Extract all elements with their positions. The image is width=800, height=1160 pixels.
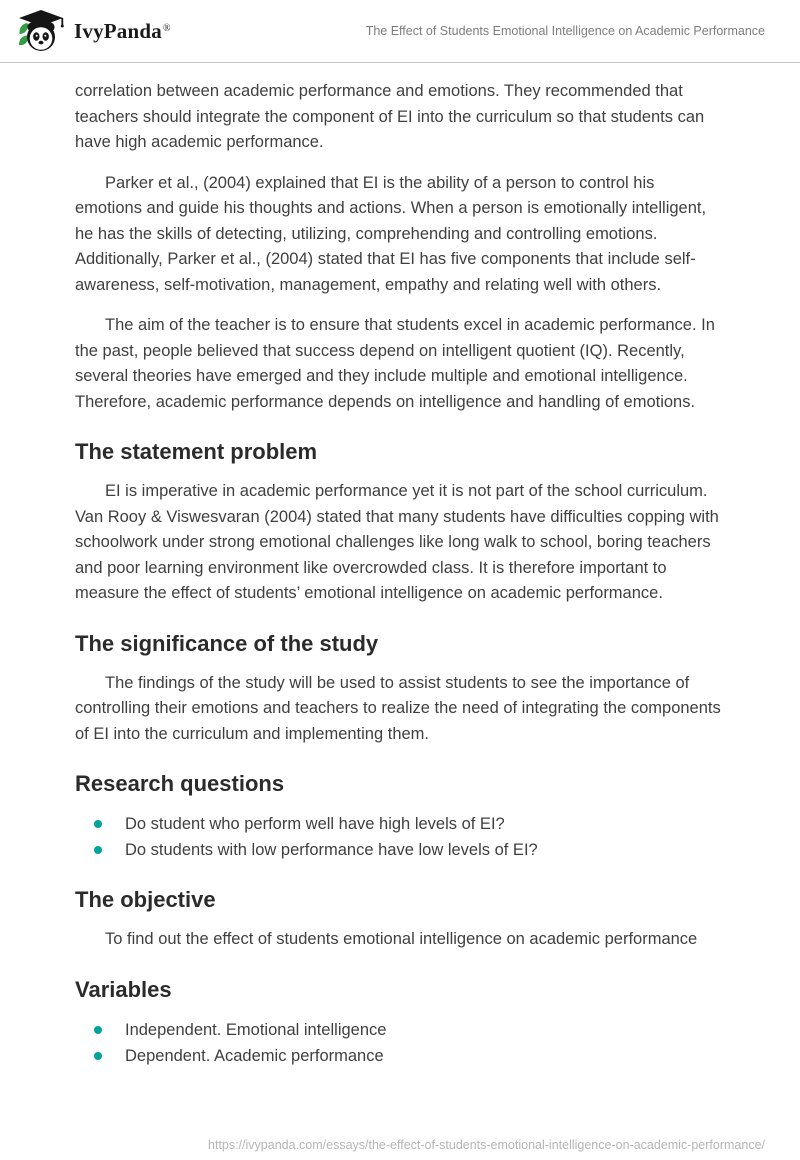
variables-list <box>75 1017 722 1069</box>
section-heading-variables: Variables <box>75 976 172 1002</box>
bullet-item-question-2: Do students with low performance have low levels of EI? <box>75 837 722 863</box>
paragraph-statement: EI is imperative in academic performance yet it is not part of the school curriculum. Van Rooy & Viswesvaran (2004) stated that many students have difficulties copping with schoolwork under strong emotional challenges like long walk to school, boring teachers and poor learning environment like overcrowded class. It is therefore important to measure the effect of students’ emotional intelligence on academic performance. <box>75 482 719 602</box>
section-heading-significance: The significance of the study <box>75 630 379 656</box>
page-footer <box>208 1138 765 1152</box>
document-body <box>0 63 800 1069</box>
paragraph-parker: Parker et al., (2004) explained that EI is the ability of a person to control his emotions and guide his thoughts and actions. When a person is emotionally intelligent, he has the skills of detecting, utilizing, comprehending and controlling emotions. Additionally, Parker et al., (2004) stated that EI has five components that include self-awareness, self-motivation, management, empathy and relating well with others. <box>75 173 707 294</box>
source-url: https://ivypanda.com/essays/the-effect-of-students-emotional-intelligence-on-academic-performance/ <box>208 1138 765 1152</box>
paragraph-objective: To find out the effect of students emotional intelligence on academic performance <box>105 930 698 948</box>
section-heading-statement-problem: The statement problem <box>75 439 318 464</box>
bullet-item-dependent-variable: Dependent. Academic performance <box>75 1043 722 1069</box>
brand <box>18 8 171 54</box>
ivypanda-panda-logo-icon <box>18 8 64 54</box>
registered-mark: ® <box>162 23 171 35</box>
bullet-item-independent-variable: Independent. Emotional intelligence <box>75 1017 722 1043</box>
page-header <box>0 0 800 63</box>
paragraph-significance: The findings of the study will be used to assist students to see the importance of controlling their emotions and teachers to realize the need of integrating the components of EI into the curriculum and implementing them. <box>75 673 721 743</box>
research-questions-list <box>75 811 722 863</box>
bullet-item-question-1: Do student who perform well have high levels of EI? <box>75 811 722 837</box>
paragraph-aim: The aim of the teacher is to ensure that students excel in academic performance. In the past, people believed that success depend on intelligent quotient (IQ). Recently, several theories have emerged and they include multiple and emotional intelligence. Therefore, academic performance depends on intelligence and handling of emotions. <box>75 316 715 411</box>
section-heading-research-questions: Research questions <box>75 771 285 796</box>
section-heading-objective: The objective <box>75 887 216 912</box>
document-title: The Effect of Students Emotional Intelligence on Academic Performance <box>365 24 765 38</box>
paragraph-intro: correlation between academic performance and emotions. They recommended that teachers should integrate the component of EI into the curriculum so that students can have high academic performance. <box>75 82 705 151</box>
brand-name: IvyPanda <box>74 18 162 43</box>
